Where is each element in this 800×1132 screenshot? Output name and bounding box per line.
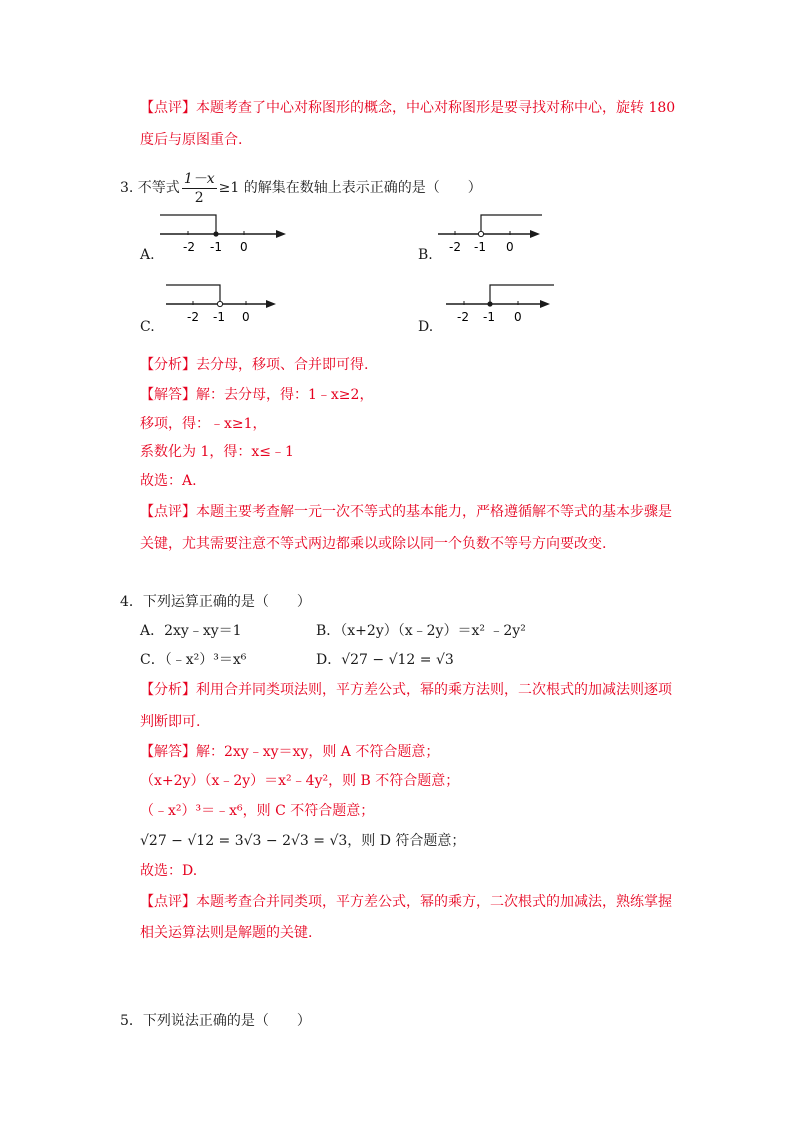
- q3-review-2: 关键，尤其需要注意不等式两边都乘以或除以同一个负数不等号方向要改变.: [140, 536, 607, 552]
- q3-solution-1: 【解答】解：去分母，得：1﹣x≥2，: [140, 387, 374, 403]
- q3-fraction: [182, 170, 217, 207]
- q4-stem: 4．下列运算正确的是（ ）: [120, 594, 311, 610]
- q4-solution-1: 【解答】解：2xy﹣xy＝xy，则 A 不符合题意；: [140, 744, 440, 760]
- q3-stem-prefix: 3. 不等式: [120, 180, 180, 196]
- q3-b-tick-neg1: -1: [474, 240, 486, 254]
- q4-analysis-2: 判断即可.: [140, 714, 201, 730]
- q5-stem: 5．下列说法正确的是（ ）: [120, 1013, 311, 1029]
- q4-solution-4: √27 − √12 = 3√3 − 2√3 = √3，则 D 符合题意；: [140, 833, 466, 849]
- q3-stem: [120, 168, 482, 208]
- q3-d-tick-neg2: -2: [457, 310, 469, 324]
- q3-a-tick-0: 0: [240, 240, 248, 254]
- q4-option-a[interactable]: A．2xy﹣xy＝1: [140, 623, 242, 639]
- q2-review-line-2: 度后与原图重合.: [140, 132, 243, 148]
- q3-solution-3: 系数化为 1，得：x≤﹣1: [140, 444, 294, 460]
- q4-review-1: 【点评】本题考查合并同类项，平方差公式，幂的乘方，二次根式的加减法，熟练掌握: [140, 894, 672, 910]
- q3-c-tick-0: 0: [242, 310, 250, 324]
- q3-option-a-numberline: [158, 208, 288, 256]
- q4-answer: 故选：D.: [140, 863, 198, 879]
- q3-option-c-label[interactable]: C.: [140, 319, 155, 335]
- q3-c-tick-neg1: -1: [213, 310, 225, 324]
- q3-d-tick-0: 0: [514, 310, 522, 324]
- q3-option-b-numberline: [436, 208, 566, 256]
- q3-option-d-label[interactable]: D.: [418, 319, 434, 335]
- q4-solution-3: （﹣x²）³＝﹣x⁶，则 C 不符合题意；: [140, 803, 375, 819]
- q3-b-tick-0: 0: [506, 240, 514, 254]
- q3-b-tick-neg2: -2: [449, 240, 461, 254]
- q4-option-d[interactable]: D．√27 − √12 = √3: [316, 652, 454, 668]
- q4-solution-2: （x+2y）（x﹣2y）＝x²﹣4y²，则 B 不符合题意；: [140, 773, 460, 789]
- q3-c-tick-neg2: -2: [187, 310, 199, 324]
- q3-frac-numerator: 1－x: [183, 170, 215, 187]
- q3-solution-2: 移项，得：﹣x≥1，: [140, 416, 267, 432]
- q3-option-d-numberline: [444, 280, 574, 328]
- q3-option-c-numberline: [164, 280, 294, 328]
- q3-a-tick-neg1: -1: [210, 240, 222, 254]
- q4-option-c[interactable]: C．（﹣x²）³＝x⁶: [140, 652, 247, 668]
- q3-analysis: 【分析】去分母，移项、合并即可得.: [140, 357, 369, 373]
- q3-frac-denominator: 2: [194, 189, 204, 206]
- q3-a-tick-neg2: -2: [183, 240, 195, 254]
- q2-review-line-1: 【点评】本题考查了中心对称图形的概念，中心对称图形是要寻找对称中心，旋转 180: [140, 100, 676, 116]
- q4-option-b[interactable]: B．（x+2y）（x﹣2y）＝x² ﹣2y²: [316, 623, 526, 639]
- q3-answer: 故选：A.: [140, 473, 197, 489]
- q3-option-b-label[interactable]: B.: [418, 247, 433, 263]
- q3-option-a-label[interactable]: A.: [140, 247, 155, 263]
- q3-stem-suffix: ≥1 的解集在数轴上表示正确的是（ ）: [218, 180, 482, 196]
- q3-review-1: 【点评】本题主要考查解一元一次不等式的基本能力，严格遵循解不等式的基本步骤是: [140, 504, 672, 520]
- q3-d-tick-neg1: -1: [483, 310, 495, 324]
- q4-analysis-1: 【分析】利用合并同类项法则，平方差公式，幂的乘方法则，二次根式的加减法则逐项: [140, 682, 672, 698]
- q4-review-2: 相关运算法则是解题的关键.: [140, 925, 313, 941]
